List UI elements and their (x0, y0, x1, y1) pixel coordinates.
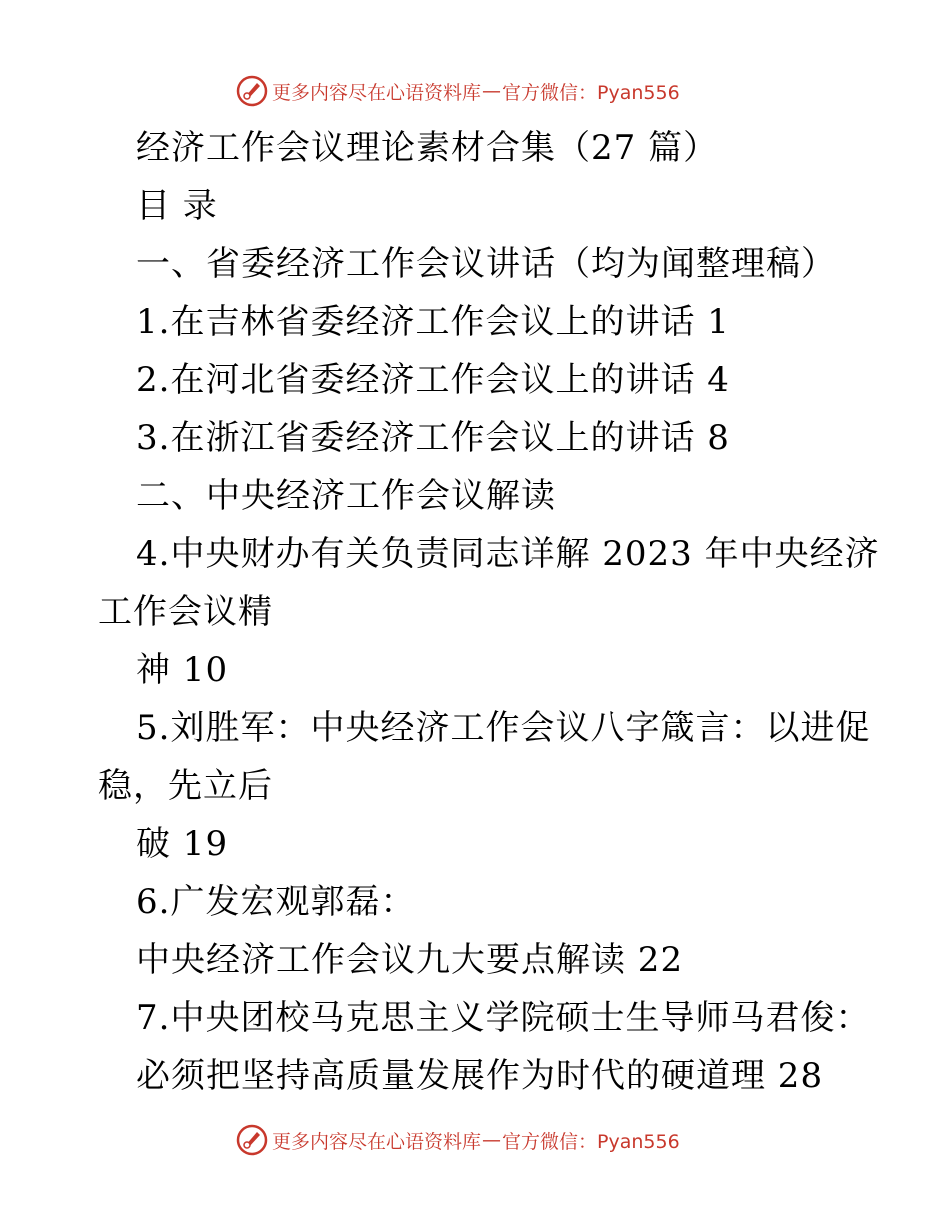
toc-heading: 目 录 (136, 186, 218, 226)
toc-line: 中央经济工作会议九大要点解读 22 (136, 940, 684, 980)
toc-line: 6.广发宏观郭磊： (136, 882, 416, 922)
toc-line: 5.刘胜军：中央经济工作会议八字箴言：以进促 (136, 708, 871, 748)
watermark-wechat: 官方微信：Pyan556 (502, 81, 680, 104)
watermark-dash: — (482, 1129, 502, 1151)
toc-line: 4.中央财办有关负责同志详解 2023 年中央经济 (136, 534, 880, 574)
document-title: 经济工作会议理论素材合集（27 篇） (136, 128, 719, 168)
toc-line: 7.中央团校马克思主义学院硕士生导师马君俊： (136, 998, 871, 1038)
toc-line: 3.在浙江省委经济工作会议上的讲话 8 (136, 418, 730, 458)
toc-line: 稳，先立后 (98, 766, 273, 806)
logo-icon (236, 1124, 268, 1156)
watermark-text: 更多内容尽在心语资料库 (272, 81, 482, 104)
logo-icon (236, 75, 268, 107)
toc-line: 2.在河北省委经济工作会议上的讲话 4 (136, 360, 730, 400)
toc-line: 二、中央经济工作会议解读 (136, 476, 556, 516)
toc-line: 破 19 (136, 824, 229, 864)
watermark-wechat: 官方微信：Pyan556 (502, 1130, 680, 1153)
toc-line: 1.在吉林省委经济工作会议上的讲话 1 (136, 302, 730, 342)
watermark-footer (236, 1123, 680, 1157)
watermark-header (236, 74, 680, 108)
toc-line: 工作会议精 (98, 592, 273, 632)
toc-line: 神 10 (136, 650, 229, 690)
toc-line: 必须把坚持高质量发展作为时代的硬道理 28 (136, 1056, 824, 1096)
watermark-text: 更多内容尽在心语资料库 (272, 1130, 482, 1153)
toc-line: 一、省委经济工作会议讲话（均为闻整理稿） (136, 244, 836, 284)
watermark-dash: — (482, 80, 502, 102)
